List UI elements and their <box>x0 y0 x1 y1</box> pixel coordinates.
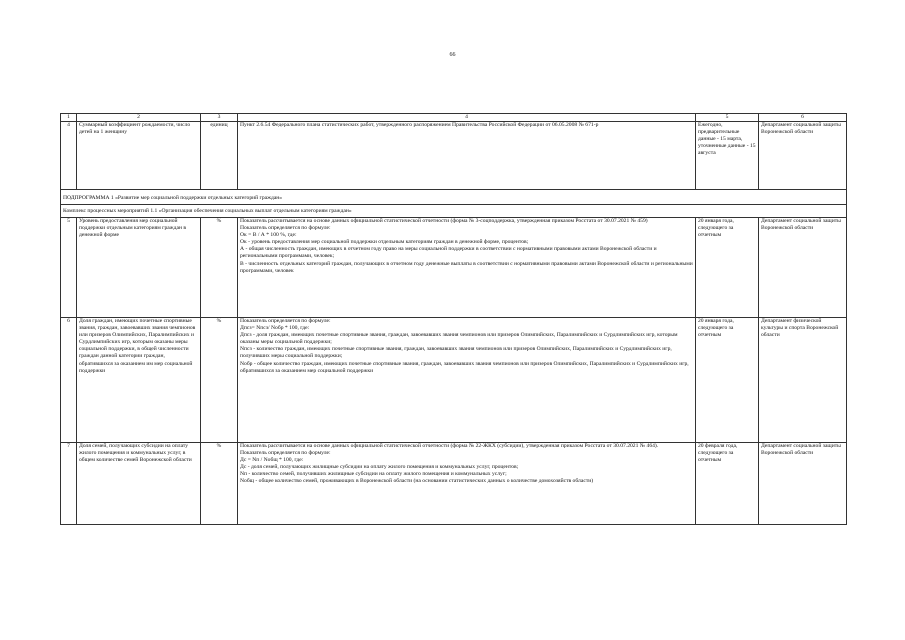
subprogram-title: ПОДПРОГРАММА 1 «Развитие мер социальной поддержки отдельных категорий граждан» <box>61 190 847 205</box>
indicator-name: Доля граждан, имеющих почетные спортивные звания, граждан, завоевавших звания чемпионов или призеров Олимпийских, Паралимпийских и Сурдлимпийских игр, которым оказаны меры социальной поддержки, в общей численности граждан данной категории граждан, обратившихся за оказанием им мер социальной поддержки <box>77 318 201 443</box>
header-cell: 4 <box>238 114 696 122</box>
term-cell: 20 января года, следующего за отчетным <box>696 318 759 443</box>
method-cell <box>238 443 696 525</box>
header-cell: 1 <box>61 114 77 122</box>
indicator-name: Доля семей, получающих субсидии на оплату жилого помещения и коммунальных услуг, в общем количестве семей Воронежской области <box>77 443 201 525</box>
method-cell: Пункт 2.6.54 Федерального плана статистических работ, утвержденного распоряжением Правительства Российской Федерации от 06.05.2008 № 671-р <box>238 122 696 190</box>
method-line: Nобр - общее количество граждан, имеющих почетные спортивные звания, граждан, завоевавших звания чемпионов или призеров Олимпийских, Паралимпийских и Сурдлимпийских игр, обратившихся за оказанием мер социальной поддержки <box>240 360 689 374</box>
responsible-cell: Департамент социальной защиты Воронежской области <box>759 122 847 190</box>
method-line: Nобщ - общее количество семей, проживающих в Воронежской области (на основании статистических данных о количестве домохозяйств области) <box>240 478 594 485</box>
complex-title: Комплекс процессных мероприятий 1.1 «Организация обеспечения социальных выплат отдельным категориям граждан» <box>61 205 847 218</box>
header-cell: 6 <box>759 114 847 122</box>
complex-row <box>61 205 847 218</box>
method-line: Дпсз - доля граждан, имеющих почетные спортивные звания, граждан, завоевавших звания чемпионов или призеров Олимпийских, Паралимпийских и Сурдлимпийских игр, которым оказаны меры социальной поддержки; <box>240 332 678 346</box>
method-line: Nп - количество семей, получивших жилищные субсидии на оплату жилого помещения и коммунальных услуг; <box>240 471 507 478</box>
method-line: Показатель определяется по формуле: <box>240 450 331 457</box>
unit-cell: % <box>201 318 238 443</box>
indicators-table <box>60 113 847 525</box>
header-row <box>61 114 847 122</box>
method-line: Показатель определяется по формуле: <box>240 225 331 232</box>
method-cell <box>238 318 696 443</box>
responsible-cell: Департамент физической культуры и спорта Воронежской области <box>759 318 847 443</box>
indicator-name: Суммарный коэффициент рождаемости, число детей на 1 женщину <box>77 122 201 190</box>
method-line: Показатель определяется по формуле: <box>240 318 331 324</box>
header-cell: 5 <box>696 114 759 122</box>
table-row <box>61 218 847 318</box>
formula-line: Дс = Nп / Nобщ * 100, где: <box>240 457 304 464</box>
term-cell: 20 февраля года, следующего за отчетным <box>696 443 759 525</box>
method-line: А - общая численность граждан, имеющих в отчетном году право на меры социальной поддержки в соответствии с нормативными правовыми актами Воронежской области и региональными программами, человек; <box>240 246 657 260</box>
unit-cell: % <box>201 218 238 318</box>
table-row <box>61 318 847 443</box>
method-line: В - численность отдельных категорий граждан, получающих в отчетном году денежные выплаты в соответствии с нормативными правовыми актами Воронежской области и региональными программами, человек <box>240 260 693 274</box>
table-row <box>61 443 847 525</box>
table-row <box>61 122 847 190</box>
method-cell <box>238 218 696 318</box>
method-line: Дс - доля семей, получающих жилищные субсидии на оплату жилого помещения и коммунальных услуг, процентов; <box>240 464 519 471</box>
indicator-name: Уровень предоставления мер социальной поддержки отдельным категориям граждан в денежной форме <box>77 218 201 318</box>
method-line: Nпсз - количество граждан, имеющих почетные спортивные звания, граждан, завоевавших звания чемпионов или призеров Олимпийских, Паралимпийских и Сурдлимпийских игр, получивших меры социальной поддержки; <box>240 346 672 360</box>
header-cell: 2 <box>77 114 201 122</box>
method-line: Показатель рассчитывается на основе данных официальной статистической отчетности (форма № 3-соцподдержка, утвержденная приказом Росстата от 30.07.2021 № 459) <box>240 218 648 224</box>
header-cell: 3 <box>201 114 238 122</box>
row-number: 4 <box>61 122 77 190</box>
page-number: 66 <box>449 52 456 58</box>
term-cell: 20 января года, следующего за отчетным <box>696 218 759 318</box>
formula-line: Ок = В / А * 100 %, где: <box>240 232 297 239</box>
subprogram-row <box>61 190 847 205</box>
row-number: 6 <box>61 318 77 443</box>
formula-line: Дпсз= Nпсз/ Nобр * 100, где: <box>240 325 310 332</box>
unit-cell: % <box>201 443 238 525</box>
row-number: 7 <box>61 443 77 525</box>
responsible-cell: Департамент социальной защиты Воронежской области <box>759 443 847 525</box>
method-line: Показатель рассчитывается на основе данных официальной статистической отчетности (форма № 22-ЖКХ (субсидии), утвержденная приказом Росстата от 30.07.2021 № 464). <box>240 443 659 449</box>
method-line: Ок - уровень предоставления мер социальной поддержки отдельным категориям граждан в денежной форме, процентов; <box>240 239 529 246</box>
term-cell: Ежегодно, предварительные данные - 15 марта, уточненные данные - 15 августа <box>696 122 759 190</box>
unit-cell: единиц <box>201 122 238 190</box>
row-number: 5 <box>61 218 77 318</box>
responsible-cell: Департамент социальной защиты Воронежской области <box>759 218 847 318</box>
